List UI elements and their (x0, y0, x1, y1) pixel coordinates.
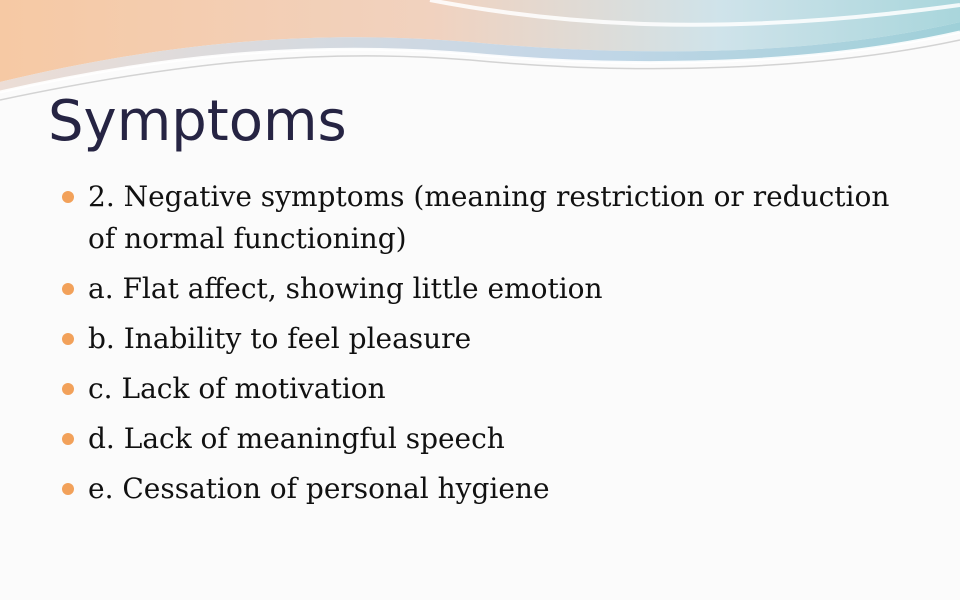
bullet-text: d. Lack of meaningful speech (88, 422, 505, 455)
bullet-dot-icon (62, 333, 74, 345)
list-item (62, 176, 922, 260)
bullet-text: 2. Negative symptoms (meaning restriction or reduction of normal functioning) (88, 180, 890, 255)
bullet-dot-icon (62, 483, 74, 495)
bullet-dot-icon (62, 191, 74, 203)
list-item (62, 468, 922, 510)
list-item (62, 368, 922, 410)
bullet-text: c. Lack of motivation (88, 372, 386, 405)
bullet-text: b. Inability to feel pleasure (88, 322, 472, 355)
bullet-dot-icon (62, 433, 74, 445)
slide-title: Symptoms (48, 89, 347, 154)
bullet-text: e. Cessation of personal hygiene (88, 472, 550, 505)
bullet-list (62, 176, 922, 518)
list-item (62, 268, 922, 310)
list-item (62, 318, 922, 360)
list-item (62, 418, 922, 460)
bullet-text: a. Flat affect, showing little emotion (88, 272, 603, 305)
bullet-dot-icon (62, 383, 74, 395)
bullet-dot-icon (62, 283, 74, 295)
